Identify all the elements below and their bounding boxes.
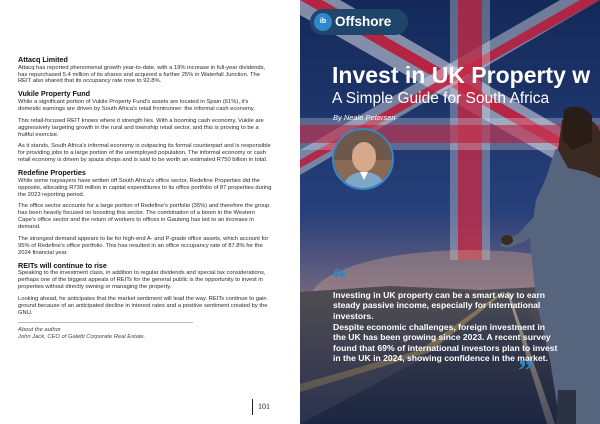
section-paragraph: While some naysayers have written off South Africa's office sector, Redefine Properties did the opposite, allocating R730 million in capital expenditures to its office portfolio of 87 properties during the 2023 reporting period. <box>18 177 272 198</box>
section-heading-reits: REITs will continue to rise <box>18 260 107 270</box>
section-paragraph: This retail-focused REIT knows where it strength lies. With a booming cash economy, Vukile are aggressively targeting growth in the rural and township retail sector, and this is proving to be a fruitful exercise. <box>18 117 264 138</box>
section-badge <box>310 9 408 35</box>
section-paragraph: As it stands, South Africa's informal economy is outpacing its formal counterpart and is responsible for providing jobs to a large portion of the unemployed population. The informal economy or cash retail economy is driven by spaza shops and is said to be worth an estimated R750 billion in total. <box>18 143 271 164</box>
section-heading-redefine: Redefine Properties <box>18 168 86 178</box>
page-number: 101 <box>258 402 270 411</box>
section-paragraph: While a significant portion of Vukile Property Fund's assets are located in Spain (61%), it's domestic earnings are driven by South Africa's retail frontrunner: the informal cash economy. <box>18 98 255 112</box>
page-number-divider <box>252 399 253 415</box>
section-paragraph: Looking ahead, he anticipates that the market sentiment will lead the way. REITs continue to gain ground because of an anticipated decline in interest rates and a positive sentiment created by the GNU. <box>18 296 268 316</box>
brand-logo-icon: ib <box>314 13 332 31</box>
article-subtitle: A Simple Guide for South Africa <box>332 90 550 107</box>
quote-open-icon: “ <box>332 262 347 295</box>
pull-quote-1: Investing in UK property can be a smart way to earn steady passive income, especially for international investors. <box>333 290 546 321</box>
section-badge-label: Offshore <box>335 14 392 29</box>
about-divider <box>18 322 193 323</box>
section-paragraph: Attacq has reported phenomenal growth year-to-date, with a 19% increase in full-year dividends, has repurchased 5.4 million of its shares and acquired a further 25% in Waterfall Junction. The REIT also shared that its occupancy rate rose to 92.8%. <box>18 64 266 85</box>
article-byline: By Neale Petersen <box>333 113 396 122</box>
article-title: Invest in UK Property w <box>332 62 591 88</box>
quote-close-icon: ” <box>518 354 533 387</box>
pull-quote-2: Despite economic challenges, foreign investment in the UK has been growing since 2023. A recent survey found that 69% of international investors plan to invest in the UK in 2024, showing confidence in the market. <box>333 322 558 364</box>
about-author-text: John Jack, CEO of Galetti Corporate Real Estate. <box>18 333 146 340</box>
section-heading-attacq: Attacq Limited <box>18 55 68 64</box>
article-body <box>18 56 273 341</box>
section-paragraph: Speaking to the investment class, in addition to regular dividends and special tax considerations, perhaps one of the biggest appeals of REITs for the general public is the opportunity to invest in properties without directly owning or managing the property. <box>18 270 266 291</box>
section-paragraph: The office sector accounts for a large portion of Redefine's portfolio (35%) and therefore the group has been heavily focused on boosting this sector. The combination of a boom in the Western Cape's office sector and the return of workers to offices in Gauteng has led to an increase in demand. <box>18 203 270 231</box>
section-heading-vukile: Vukile Property Fund <box>18 89 91 99</box>
right-page-cover <box>300 0 600 424</box>
author-portrait <box>332 128 394 190</box>
about-author-label: About the author <box>18 326 61 333</box>
section-paragraph: The strongest demand appears to be for high-end A- and P-grade office assets, which account for 95% of Redefine's office portfolio. This has resulted in an office occupancy rate of 87.8% for the 2024 financial year. <box>18 236 269 256</box>
